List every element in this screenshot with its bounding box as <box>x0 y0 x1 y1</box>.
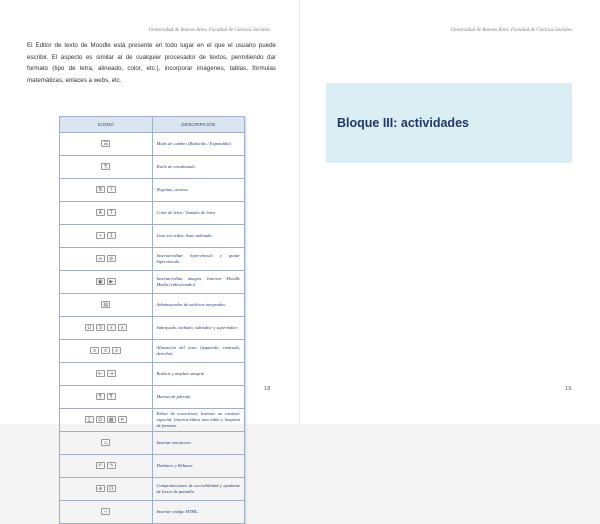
description-cell: Lista sin orden, lista ordenada. <box>152 225 245 248</box>
undo-icon: ↶ <box>96 462 105 469</box>
bold-icon: B <box>96 186 105 193</box>
description-cell: Insertar emoticono <box>152 432 245 455</box>
running-head: Universidad de Buenos Aires. Facultad de Ciencias Sociales. <box>450 28 573 33</box>
icon-cell <box>60 386 153 409</box>
table-row <box>60 363 245 386</box>
indent-icon: ⇥ <box>107 370 116 377</box>
description-cell: Subrayado, tachado, subíndice y superíndice. <box>152 317 245 340</box>
table-row <box>60 478 245 501</box>
heading-style-icon: ¶ <box>101 163 110 170</box>
icon-cell <box>60 225 153 248</box>
description-cell: Deshacer y Rehacer <box>152 455 245 478</box>
align-center-icon: ≡ <box>101 347 110 354</box>
font-color-icon: A <box>96 209 105 216</box>
section-title: Bloque III: actividades <box>337 116 469 130</box>
icon-cell <box>60 363 153 386</box>
strikethrough-icon: S <box>96 324 105 331</box>
left-page <box>0 0 300 516</box>
icon-cell <box>60 409 153 432</box>
special-char-icon: Ω <box>96 416 105 423</box>
description-cell: Comprobaciones de accesibilidad y ayudante de lector de pantalla <box>152 478 245 501</box>
accessibility-checker-icon: ⊕ <box>96 485 105 492</box>
table-row <box>60 225 245 248</box>
table-row <box>60 179 245 202</box>
description-cell: Insertar/editar hipervínculo y quitar hipervínculo. <box>152 248 245 271</box>
header-description-column: DESCRIPCIÓN <box>152 117 245 133</box>
clear-format-icon: ✕ <box>118 416 127 423</box>
intro-paragraph: El Editor de texto de Moodle está presente en todo lugar en el que el usuario puede escribir. El aspecto es similar al de cualquier procesador de textos, permitiendo dar formato (tipo de letra, alineado, color, etc.), incorporar imágenes, tablas, fórmulas matemáticas, enlaces a webs, etc. <box>27 42 276 84</box>
description-cell: Reducir y ampliar sangría <box>152 363 245 386</box>
table-row <box>60 386 245 409</box>
right-page <box>300 0 600 424</box>
table-row <box>60 432 245 455</box>
table-row <box>60 156 245 179</box>
align-right-icon: ≡ <box>112 347 121 354</box>
screen-reader-icon: ☊ <box>107 485 116 492</box>
page-number: 18 <box>264 386 271 392</box>
redo-icon: ↷ <box>107 462 116 469</box>
table-body <box>60 133 245 524</box>
file-manager-icon: ▤ <box>101 301 110 308</box>
icon-cell <box>60 271 153 294</box>
description-cell: Negritas, cursiva. <box>152 179 245 202</box>
icon-cell <box>60 133 153 156</box>
bulleted-list-icon: • <box>96 232 105 239</box>
table-row <box>60 294 245 317</box>
editor-icons-table <box>59 116 245 524</box>
insert-media-icon: ▶ <box>107 278 116 285</box>
superscript-icon: x <box>118 324 127 331</box>
icon-cell <box>60 455 153 478</box>
maximize-toolbar-icon: ☰ <box>101 140 110 147</box>
table-row <box>60 340 245 363</box>
table-row <box>60 248 245 271</box>
table-row <box>60 409 245 432</box>
equation-icon: ∑ <box>85 416 94 423</box>
icon-cell <box>60 202 153 225</box>
rtl-direction-icon: ¶ <box>107 393 116 400</box>
icon-cell <box>60 432 153 455</box>
header-icon-column: ICONO <box>60 117 153 133</box>
description-cell: Insertar código HTML. <box>152 501 245 524</box>
description-cell: Estilo de encabezado. <box>152 156 245 179</box>
description-cell: Insertar/editar imagen, Insertar Moodle Media (videos/audio). <box>152 271 245 294</box>
table-row <box>60 133 245 156</box>
table-header-row <box>60 117 245 133</box>
outdent-icon: ⇤ <box>96 370 105 377</box>
icon-cell <box>60 317 153 340</box>
insert-image-icon: ▣ <box>96 278 105 285</box>
html-source-icon: ‹› <box>101 508 110 515</box>
emoticon-icon: ☺ <box>103 440 109 447</box>
icon-cell <box>60 248 153 271</box>
icon-cell <box>60 340 153 363</box>
section-banner <box>326 83 572 163</box>
italic-icon: I <box>107 186 116 193</box>
align-left-icon: ≡ <box>90 347 99 354</box>
table-icon: ▦ <box>107 416 116 423</box>
icon-table <box>59 116 245 524</box>
description-cell: Color de letra / Tamaño de letra <box>152 202 245 225</box>
page-number: 19 <box>565 386 572 392</box>
table-row <box>60 202 245 225</box>
description-cell: Editor de ecuaciones, Insertar un carácter especial, Insertar/editar una tabla y limpieza de formato. <box>152 409 245 432</box>
underline-icon: U <box>85 324 94 331</box>
icon-cell <box>60 294 153 317</box>
icon-cell <box>60 501 153 524</box>
subscript-icon: x <box>107 324 116 331</box>
description-cell: Alineación del texto (izquierda, centrado, derecha). <box>152 340 245 363</box>
table-row <box>60 501 245 524</box>
insert-link-icon: ∞ <box>96 255 105 262</box>
icon-cell <box>60 179 153 202</box>
table-row <box>60 271 245 294</box>
description-cell: Marcas de párrafo. <box>152 386 245 409</box>
description-cell: Administrador de archivos integrados. <box>152 294 245 317</box>
remove-link-icon: ⊘ <box>107 255 116 262</box>
running-head: Universidad de Buenos Aires. Facultad de Ciencias Sociales. <box>148 28 271 33</box>
icon-cell <box>60 156 153 179</box>
numbered-list-icon: 1 <box>107 232 116 239</box>
font-size-icon: T <box>107 209 116 216</box>
table-row <box>60 455 245 478</box>
table-row <box>60 317 245 340</box>
description-cell: Modo de cambio (Reducido / Expandido). <box>152 133 245 156</box>
ltr-direction-icon: ¶ <box>96 393 105 400</box>
icon-cell <box>60 478 153 501</box>
